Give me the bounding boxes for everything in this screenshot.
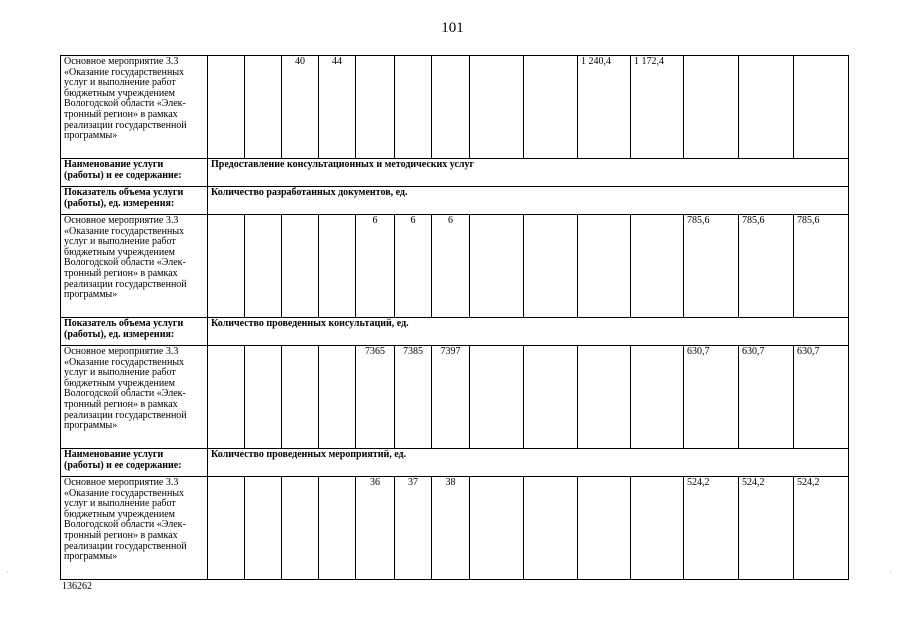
value-cell <box>470 215 524 318</box>
value-cell <box>524 56 578 159</box>
value-cell <box>578 477 631 580</box>
program-table <box>60 55 849 580</box>
value-cell <box>578 346 631 449</box>
value-cell: 785,6 <box>739 215 794 318</box>
value-cell <box>208 215 245 318</box>
document-code: 136262 <box>62 581 92 592</box>
scan-mark-right: . <box>890 569 892 575</box>
value-cell <box>794 56 849 159</box>
value-cell <box>470 56 524 159</box>
value-cell <box>631 215 684 318</box>
value-cell: 7397 <box>432 346 470 449</box>
value-cell: 524,2 <box>739 477 794 580</box>
value-cell: 7365 <box>356 346 395 449</box>
value-cell: 630,7 <box>739 346 794 449</box>
activity-row <box>61 56 849 159</box>
activity-row <box>61 215 849 318</box>
value-cell: 630,7 <box>794 346 849 449</box>
value-cell <box>524 477 578 580</box>
value-cell <box>470 477 524 580</box>
value-cell: 1 240,4 <box>578 56 631 159</box>
value-cell: 524,2 <box>684 477 739 580</box>
value-cell <box>524 215 578 318</box>
value-cell: 785,6 <box>684 215 739 318</box>
activity-row <box>61 346 849 449</box>
section-label-cell: Наименование услуги (работы) и ее содержание: <box>61 159 208 187</box>
value-cell <box>245 477 282 580</box>
scan-mark-left: . <box>7 569 9 575</box>
value-cell <box>245 56 282 159</box>
section-content-cell: Количество проведенных мероприятий, ед. <box>208 449 849 477</box>
activity-label-cell: Основное мероприятие 3.3 «Оказание государственных услуг и выполнение работ бюджетным учреждением Вологодской области «Элек-тронный регион» в рамках реализации государственной программы» <box>61 477 208 580</box>
value-cell: 36 <box>356 477 395 580</box>
value-cell <box>208 477 245 580</box>
value-cell: 630,7 <box>684 346 739 449</box>
activity-label-cell: Основное мероприятие 3.3 «Оказание государственных услуг и выполнение работ бюджетным учреждением Вологодской области «Элек-тронный регион» в рамках реализации государственной программы» <box>61 215 208 318</box>
section-row <box>61 159 849 187</box>
value-cell <box>282 215 319 318</box>
value-cell <box>245 215 282 318</box>
value-cell: 6 <box>395 215 432 318</box>
value-cell <box>524 346 578 449</box>
section-row <box>61 318 849 346</box>
value-cell <box>319 477 356 580</box>
value-cell: 6 <box>356 215 395 318</box>
value-cell <box>245 346 282 449</box>
value-cell <box>432 56 470 159</box>
value-cell: 524,2 <box>794 477 849 580</box>
value-cell <box>282 477 319 580</box>
section-content-cell: Количество проведенных консультаций, ед. <box>208 318 849 346</box>
value-cell <box>319 215 356 318</box>
value-cell <box>684 56 739 159</box>
value-cell <box>739 56 794 159</box>
section-label-cell: Показатель объема услуги (работы), ед. измерения: <box>61 318 208 346</box>
value-cell <box>208 56 245 159</box>
value-cell <box>578 215 631 318</box>
value-cell: 785,6 <box>794 215 849 318</box>
section-row <box>61 449 849 477</box>
page-number: 101 <box>441 20 464 36</box>
value-cell <box>282 346 319 449</box>
value-cell <box>395 56 432 159</box>
value-cell: 7385 <box>395 346 432 449</box>
value-cell <box>631 477 684 580</box>
value-cell: 40 <box>282 56 319 159</box>
value-cell: 37 <box>395 477 432 580</box>
value-cell: 1 172,4 <box>631 56 684 159</box>
value-cell <box>208 346 245 449</box>
section-label-cell: Показатель объема услуги (работы), ед. измерения: <box>61 187 208 215</box>
section-content-cell: Предоставление консультационных и методических услуг <box>208 159 849 187</box>
activity-label-cell: Основное мероприятие 3.3 «Оказание государственных услуг и выполнение работ бюджетным учреждением Вологодской области «Элек-тронный регион» в рамках реализации государственной программы» <box>61 346 208 449</box>
value-cell <box>631 346 684 449</box>
value-cell <box>319 346 356 449</box>
section-content-cell: Количество разработанных документов, ед. <box>208 187 849 215</box>
section-label-cell: Наименование услуги (работы) и ее содержание: <box>61 449 208 477</box>
value-cell: 44 <box>319 56 356 159</box>
section-row <box>61 187 849 215</box>
value-cell: 6 <box>432 215 470 318</box>
value-cell <box>356 56 395 159</box>
activity-row <box>61 477 849 580</box>
value-cell: 38 <box>432 477 470 580</box>
activity-label-cell: Основное мероприятие 3.3 «Оказание государственных услуг и выполнение работ бюджетным учреждением Вологодской области «Элек-тронный регион» в рамках реализации государственной программы» <box>61 56 208 159</box>
value-cell <box>470 346 524 449</box>
